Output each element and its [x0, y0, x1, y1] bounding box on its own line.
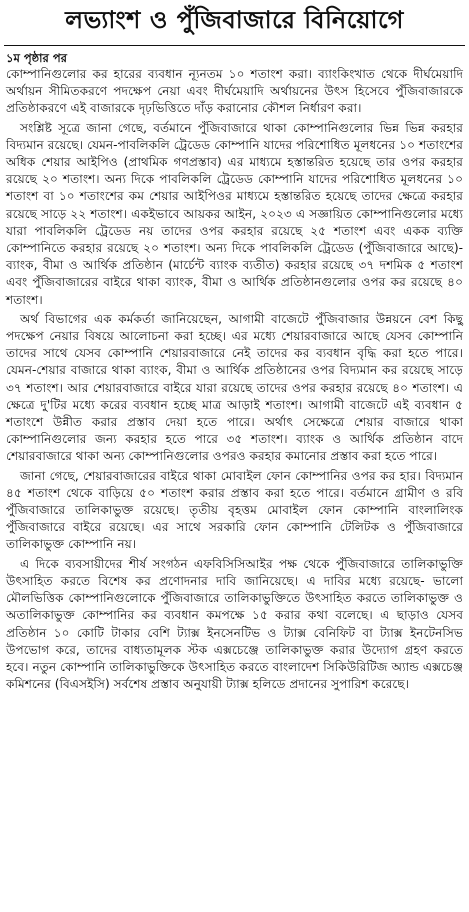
continuation-label: ১ম পৃষ্ঠার পর — [6, 51, 67, 65]
article-paragraph: সংশ্লিষ্ট সূত্রে জানা গেছে, বর্তমানে পুঁজিবাজারে থাকা কোম্পানিগুলোর ভিন্ন ভিন্ন করহার বিদ্যমান রয়েছে। যেমন-পাবলিকলি ট্রেডেড কোম্পানি যাদের পরিশোধিত মূলধনের ১০ শতাংশের অধিক শেয়ার আইপিও (প্রাথমিক গণপ্রস্তাব) এর মাধ্যমে হস্তান্তরিত হয়েছে তার ওপর করহার রয়েছে ২০ শতাংশ। অন্য দিকে পাবলিকলি ট্রেডেড কোম্পানি যাদের পরিশোধিত মূলধনের ১০ শতাংশ বা ১০ শতাংশের কম শেয়ার আইপিওর মাধ্যমে হস্তান্তরিত হয়েছে তাদের ক্ষেত্রে করহার রয়েছে সাড়ে ২২ শতাংশ। একইভাবে আয়কর আইন, ২০২৩ এ সজ্ঞায়িত কোম্পানিগুলোর মধ্যে যারা পাবলিকলি ট্রেডেড নয় তাদের ওপর করহার রয়েছে ২৫ শতাংশ এবং একক ব্যক্তি কোম্পানিতে করহার রয়েছে ২০ শতাংশ। অন্য দিকে পাবলিকলি ট্রেডেড (পুঁজিবাজারে আছে)- ব্যাংক, বীমা ও আর্থিক প্রতিষ্ঠান (মার্চেন্ট ব্যাংক ব্যতীত) করহার রয়েছে ৩৭ দশমিক ৫ শতাংশ এবং পুঁজিবাজারের বাইরে থাকা ব্যাংক, বীমা ও আর্থিক প্রতিষ্ঠানগুলোর ওপর কর রয়েছে ৪০ শতাংশ। — [6, 120, 463, 307]
headline-container — [0, 0, 469, 44]
article-paragraph: কোম্পানিগুলোর কর হারের ব্যবধান ন্যূনতম ১০ শতাংশ করা। ব্যাংকিংখাত থেকে দীর্ঘমেয়াদি অর্থায়ন সীমিতকরণে পদক্ষেপ নেয়া এবং দীর্ঘমেয়াদি অর্থায়নের উৎস হিসেবে পুঁজিবাজারকে প্রতিষ্ঠাকরণে এই বাজারকে দৃঢ়ভিত্তিতে দাঁড় করানোর কৌশল নির্ধারণ করা। — [6, 67, 463, 116]
headline-divider — [4, 45, 465, 46]
article-paragraph: জানা গেছে, শেয়ারবাজারের বাইরে থাকা মোবাইল ফোন কোম্পানির ওপর কর হার। বিদ্যমান ৪৫ শতাংশ থেকে বাড়িয়ে ৫০ শতাংশ করার প্রস্তাব করা হতে পারে। বর্তমানে গ্রামীণ ও রবি পুঁজিবাজারে তালিকাভুক্ত রয়েছে। তৃতীয় বৃহত্তম মোবাইল ফোন কোম্পানি বাংলালিংক পুঁজিবাজারে বাইরে রয়েছে। এর সাথে সরকারি ফোন কোম্পানি টেলিটক ও পুঁজিবাজারে তালিকাভুক্ত কোম্পানি নয়। — [6, 468, 463, 552]
article-paragraph: এ দিকে ব্যবসায়ীদের শীর্ষ সংগঠন এফবিসিসিআইর পক্ষ থেকে পুঁজিবাজারে তালিকাভুক্তি উৎসাহিত করতে বিশেষ কর প্রণোদনার দাবি জানিয়েছে। এ দাবির মধ্যে রয়েছে- ভালো মৌলভিত্তিক কোম্পানিগুলোকে পুঁজিবাজারে তালিকাভুক্তিতে উৎসাহিত করতে তালিকাভুক্ত ও অতালিকাভুক্ত কোম্পানির কর ব্যবধান কমপক্ষে ১৫ করার কথা বলেছে। এ ছাড়াও যেসব প্রতিষ্ঠান ১০ কোটি টাকার বেশি ট্যাক্স ইনসেনটিভ ও ট্যাক্স বেনিফিট বা ট্যাক্স ইনটেনসিভ উপভোগ করে, তাদের বাধ্যতামূলক স্টক এক্সচেঞ্জে তালিকাভুক্ত করার উদ্যোগ গ্রহণ করতে হবে। নতুন কোম্পানি তালিকাভুক্তিকে উৎসাহিত করতে বাংলাদেশ সিকিউরিটিজ অ্যান্ড এক্সচেঞ্জ কমিশনের (বিএসইসি) সর্বশেষ প্রস্তাব অনুযায়ী ট্যাক্স হলিডে প্রদানের সুপারিশ করেছে। — [6, 556, 463, 692]
article-paragraph: অর্থ বিভাগের এক কর্মকর্তা জানিয়েছেন, আগামী বাজেটে পুঁজিবাজার উন্নয়নে বেশ কিছু পদক্ষেপ নেয়ার বিষয়ে আলোচনা করা হচ্ছে। এর মধ্যে শেয়ারবাজারে আছে যেসব কোম্পানি তাদের সাথে যেসব কোম্পানি শেয়ারবাজারে নেই তাদের কর ব্যবধান বৃদ্ধি করা হতে পারে। যেমন-শেয়ার বাজারে থাকা ব্যাংক, বীমা ও আর্থিক প্রতিষ্ঠানের ওপর বিদ্যমান কর রয়েছে সাড়ে ৩৭ শতাংশ। আর শেয়ারবাজারে বাইরে যারা রয়েছে তাদের ওপর করহার রয়েছে ৪০ শতাংশ। এ ক্ষেত্রে দু'টির মধ্যে করের ব্যবধান হচ্ছে মাত্র আড়াই শতাংশ। আগামী বাজেটে এই ব্যবধান ৫ শতাংশে উন্নীত করার প্রস্তাব দেয়া হতে পারে। অর্থাৎ সেক্ষেত্রে শেয়ার বাজারে থাকা কোম্পানিগুলোর জন্য করহার হতে পারে ৩৫ শতাংশ। ব্যাংক ও আর্থিক প্রতিষ্ঠান বাদে শেয়ারবাজারে থাকা অন্য কোম্পানিগুলোর ওপরও করহার কমানোর প্রস্তাব করা হতে পারে। — [6, 311, 463, 464]
headline: লভ্যাংশ ও পুঁজিবাজারে বিনিয়োগে — [65, 5, 404, 34]
article-body — [6, 66, 463, 912]
